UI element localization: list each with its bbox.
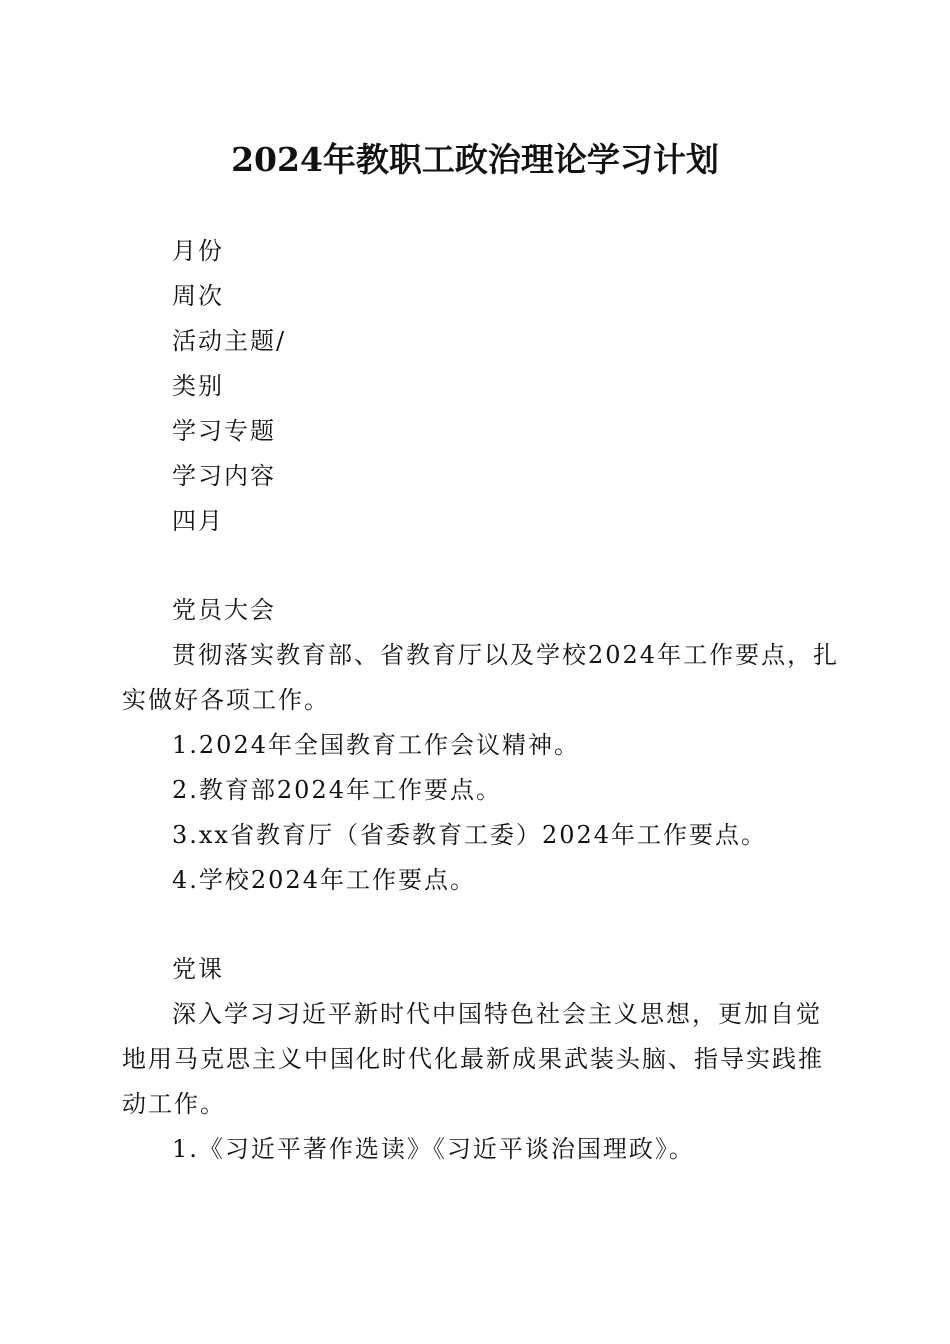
section2-intro-line3: 动工作。 — [122, 1090, 226, 1118]
list-item: 2.教育部2024年工作要点。 — [172, 776, 502, 804]
list-item: 4.学校2024年工作要点。 — [172, 866, 476, 894]
header-field-april: 四月 — [172, 507, 224, 535]
header-field-month: 月份 — [172, 237, 224, 265]
header-field-study-topic: 学习专题 — [172, 417, 276, 445]
section1-heading: 党员大会 — [172, 596, 276, 624]
section2-intro-line2: 地用马克思主义中国化时代化最新成果武装头脑、指导实践推 — [122, 1045, 824, 1073]
header-field-week: 周次 — [172, 282, 224, 310]
header-field-study-content: 学习内容 — [172, 462, 276, 490]
list-item: 1.2024年全国教育工作会议精神。 — [172, 731, 580, 759]
section2-heading: 党课 — [172, 955, 224, 983]
header-field-category: 类别 — [172, 372, 224, 400]
list-item: 1.《习近平著作选读》《习近平谈治国理政》。 — [172, 1135, 695, 1163]
list-item: 3.xx省教育厅（省委教育工委）2024年工作要点。 — [172, 821, 768, 849]
section1-intro-line2: 实做好各项工作。 — [122, 686, 330, 714]
section2-intro-line1: 深入学习习近平新时代中国特色社会主义思想，更加自觉 — [172, 1000, 822, 1028]
header-field-activity-theme: 活动主题/ — [172, 327, 287, 355]
page-title: 2024年教职工政治理论学习计划 — [231, 140, 719, 179]
section1-intro-line1: 贯彻落实教育部、省教育厅以及学校2024年工作要点，扎 — [172, 641, 840, 669]
